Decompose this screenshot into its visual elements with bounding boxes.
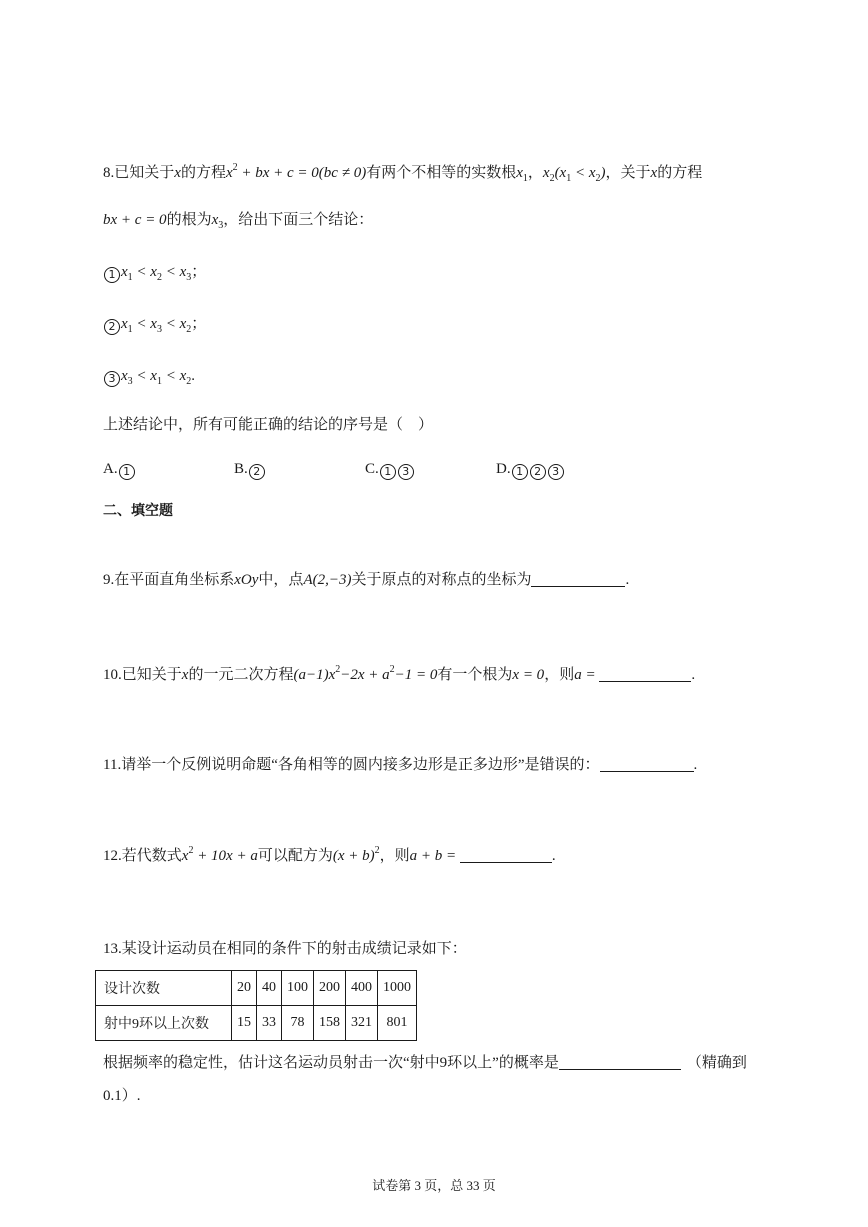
table-cell: 78 (282, 1006, 314, 1041)
question-13-text: 根据频率的稳定性，估计这名运动员射击一次“射中9环以上”的概率是 （精确到 (103, 1055, 747, 1071)
option-b[interactable]: B. 2 (234, 459, 266, 480)
answer-blank[interactable] (600, 756, 694, 772)
table-cell: 20 (232, 971, 257, 1006)
answer-blank[interactable] (559, 1054, 681, 1070)
option-c[interactable]: C. 1 3 (365, 459, 415, 480)
page-footer: 试卷第 3 页，总 33 页 (372, 1178, 496, 1193)
table-cell: 100 (282, 971, 314, 1006)
question-13-intro: 13.某设计运动员在相同的条件下的射击成绩记录如下： (103, 941, 467, 957)
circled-number: 1 (119, 464, 135, 480)
q8-question: 上述结论中，所有可能正确的结论的序号是（ ） (103, 417, 434, 433)
table-header-cell: 射中9环以上次数 (96, 1006, 232, 1041)
table-row (96, 971, 417, 1006)
table-cell: 40 (257, 971, 282, 1006)
text: 有两个不相等的实数根 (366, 165, 517, 181)
text: ，关于 (605, 165, 651, 181)
text: 的方程 (180, 165, 226, 181)
math-expr: $x_3$ (211, 212, 224, 231)
text: ， (527, 165, 543, 181)
conclusion-3: 3 $x_3 < x_1 < x_2$. (103, 366, 195, 387)
q8-stem-line1 (103, 163, 702, 183)
circled-number: 3 (548, 464, 564, 480)
text: 的方程 (657, 165, 703, 181)
circled-number: 3 (104, 371, 120, 387)
table-cell: 33 (257, 1006, 282, 1041)
question-10: 10.已知关于x的一元二次方程$(a-1)x^2-2x + a^2-1 = 0$有一个根为x = 0，则a = . (103, 664, 696, 683)
shooting-record-table (95, 970, 417, 1041)
option-d[interactable]: D. 1 2 3 (496, 459, 565, 480)
math-expr: bx + c = 0 (103, 212, 167, 228)
table-cell: 1000 (378, 971, 417, 1006)
circled-number: 2 (530, 464, 546, 480)
table-cell: 321 (346, 1006, 378, 1041)
q8-stem-line2 (103, 210, 373, 230)
math-var: x (174, 165, 181, 181)
option-a[interactable]: A. 1 (103, 459, 136, 480)
table-cell: 15 (232, 1006, 257, 1041)
math-expr: $x_1$ (516, 165, 528, 184)
question-9: 9.在平面直角坐标系xOy中，点A(2,−3)关于原点的对称点的坐标为 . (103, 572, 630, 588)
math-var: x (650, 165, 658, 181)
table-cell: 200 (314, 971, 346, 1006)
circled-number: 2 (104, 319, 120, 335)
circled-number: 2 (249, 464, 265, 480)
circled-number: 1 (380, 464, 396, 480)
answer-blank[interactable] (460, 847, 552, 863)
table-cell: 158 (314, 1006, 346, 1041)
question-13-text-cont: 0.1）. (103, 1088, 141, 1104)
table-row (96, 1006, 417, 1041)
table-cell: 400 (346, 971, 378, 1006)
math-expr: $x_2(x_1 < x_2)$ (542, 165, 606, 184)
conclusion-2: 2 $x_1 < x_3 < x_2$； (103, 314, 206, 335)
table-cell: 801 (378, 1006, 417, 1041)
text: ，给出下面三个结论： (223, 212, 374, 228)
question-11: 11.请举一个反例说明命题“各角相等的圆内接多边形是正多边形”是错误的： . (103, 757, 698, 773)
circled-number: 1 (512, 464, 528, 480)
section-title: 二、填空题 (103, 503, 173, 519)
table-header-cell: 设计次数 (96, 971, 232, 1006)
answer-blank[interactable] (531, 571, 625, 587)
math-expr: $x^2$ + bx + c = 0(bc ≠ 0) (225, 162, 367, 181)
text: 8.已知关于 (103, 165, 175, 181)
question-12: 12.若代数式$x^2 + 10x + a$可以配方为$(x + b)^2$，则a + b = . (103, 845, 556, 864)
circled-number: 1 (104, 267, 120, 283)
conclusion-1: 1 $x_1 < x_2 < x_3$； (103, 262, 206, 283)
circled-number: 3 (398, 464, 414, 480)
text: 的根为 (166, 212, 212, 228)
answer-blank[interactable] (599, 666, 691, 682)
